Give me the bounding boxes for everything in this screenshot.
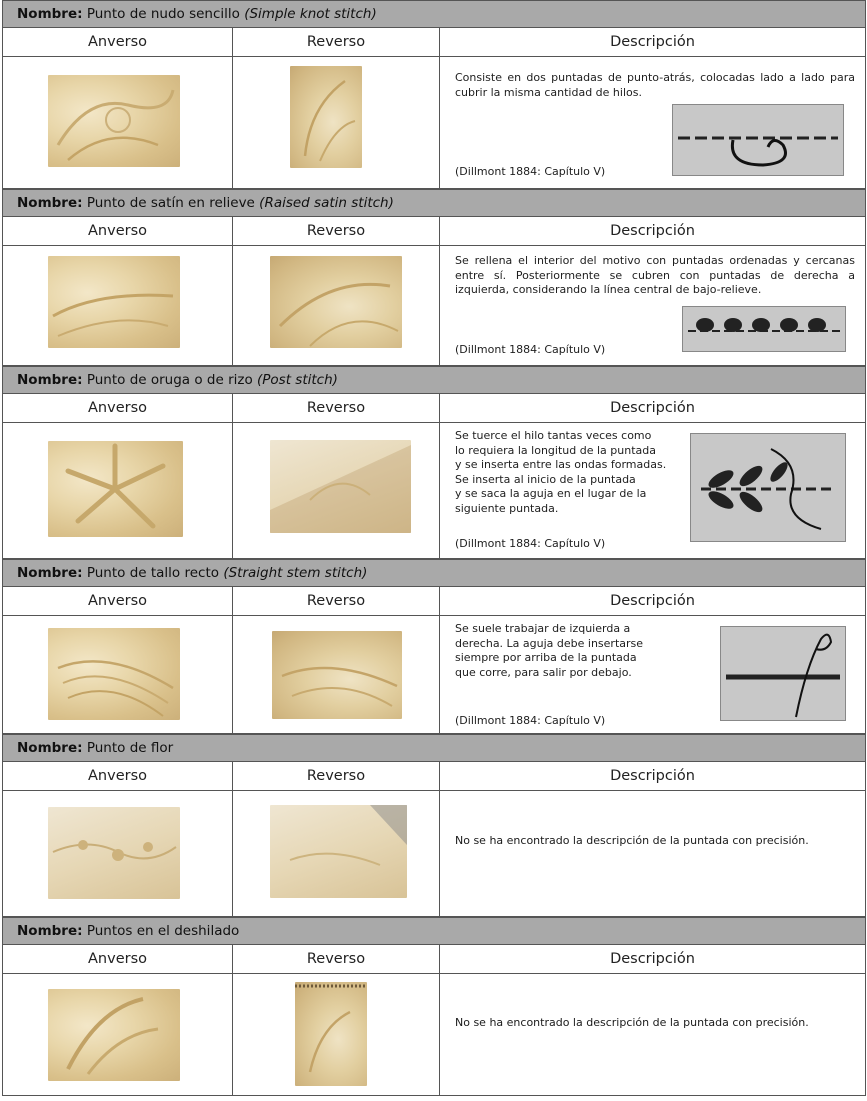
stitch-name: Punto de nudo sencillo: [86, 6, 240, 22]
stitch-name: Punto de satín en relieve: [86, 195, 255, 211]
content-row: [3, 616, 865, 734]
name-label: Nombre:: [17, 740, 83, 756]
back-embroidery-photo: [272, 631, 402, 719]
section-name-row: [3, 559, 865, 587]
section-post-stitch: [2, 366, 866, 559]
citation: (Dillmont 1884: Capítulo V): [455, 165, 606, 178]
column-header-row: [3, 945, 865, 974]
front-embroidery-photo: [48, 441, 183, 537]
column-header-row: [3, 587, 865, 616]
back-cell: [232, 246, 439, 365]
front-embroidery-photo: [48, 989, 180, 1081]
section-name-row: [3, 0, 865, 28]
name-label: Nombre:: [17, 565, 83, 581]
name-label: Nombre:: [17, 195, 83, 211]
stitch-catalog-table: [2, 0, 866, 1096]
header-description: Descripción: [439, 217, 865, 245]
stitch-english-name: (Post stitch): [257, 372, 338, 388]
back-embroidery-photo: [270, 805, 407, 898]
citation: (Dillmont 1884: Capítulo V): [455, 537, 606, 550]
back-cell: [232, 974, 439, 1095]
name-label: Nombre:: [17, 372, 83, 388]
description-line: siempre por arriba de la puntada: [455, 651, 637, 664]
description-line: y se saca la aguja en el lugar de la: [455, 487, 647, 500]
stitch-illustration: [682, 306, 846, 352]
header-back: Reverso: [232, 28, 439, 56]
description-line: siguiente puntada.: [455, 501, 559, 515]
front-embroidery-photo: [48, 807, 180, 899]
stitch-english-name: (Simple knot stitch): [244, 6, 377, 22]
back-embroidery-photo: [270, 256, 402, 348]
section-name-row: [3, 366, 865, 394]
name-label: Nombre:: [17, 6, 83, 22]
front-cell: [3, 57, 232, 188]
description-cell: [439, 616, 865, 733]
section-straight-stem: [2, 559, 866, 734]
column-header-row: [3, 394, 865, 423]
header-description: Descripción: [439, 28, 865, 56]
description-cell: [439, 974, 865, 1095]
back-cell: [232, 616, 439, 733]
section-name-row: [3, 189, 865, 217]
header-front: Anverso: [88, 400, 147, 416]
back-embroidery-photo: [270, 440, 411, 533]
stitch-illustration: [690, 433, 846, 542]
description-line: y se inserta entre las ondas formadas.: [455, 458, 667, 471]
description-text: Se rellena el interior del motivo con puntadas ordenadas y cercanas entre sí. Posteriormente se cubren con puntadas de derecha a izquierda, considerando la línea central de bajo-relieve.: [455, 254, 855, 296]
description-line: Se tuerce el hilo tantas veces como: [455, 429, 652, 442]
back-embroidery-photo: [295, 982, 367, 1086]
header-back: Reverso: [232, 945, 439, 973]
description-line: lo requiera la longitud de la puntada: [455, 443, 656, 457]
header-front: Anverso: [88, 951, 147, 967]
content-row: [3, 57, 865, 189]
content-row: [3, 791, 865, 917]
name-label: Nombre:: [17, 923, 83, 939]
column-header-row: [3, 217, 865, 246]
stitch-english-name: (Straight stem stitch): [223, 565, 368, 581]
description-line: Se inserta al inicio de la puntada: [455, 472, 636, 486]
front-cell: [3, 791, 232, 916]
description-line: derecha. La aguja debe insertarse: [455, 636, 644, 650]
header-front: Anverso: [88, 34, 147, 50]
stitch-name: Punto de tallo recto: [86, 565, 220, 581]
description-cell: [439, 57, 865, 188]
column-header-row: [3, 762, 865, 791]
description-line: que corre, para salir por debajo.: [455, 665, 632, 679]
section-raised-satin: [2, 189, 866, 366]
content-row: [3, 246, 865, 366]
front-embroidery-photo: [48, 628, 180, 720]
stitch-name: Punto de flor: [86, 740, 174, 756]
back-embroidery-photo: [290, 66, 362, 168]
section-name-row: [3, 917, 865, 945]
description-cell: [439, 246, 865, 365]
front-embroidery-photo: [48, 256, 180, 348]
description-text: No se ha encontrado la descripción de la puntada con precisión.: [455, 834, 809, 847]
header-front: Anverso: [88, 223, 147, 239]
citation: (Dillmont 1884: Capítulo V): [455, 343, 606, 356]
content-row: [3, 974, 865, 1096]
description-text: Consiste en dos puntadas de punto-atrás, colocadas lado a lado para cubrir la misma cantidad de hilos.: [455, 71, 855, 99]
description-text: No se ha encontrado la descripción de la puntada con precisión.: [455, 1016, 809, 1029]
front-cell: [3, 616, 232, 733]
back-cell: [232, 791, 439, 916]
front-embroidery-photo: [48, 75, 180, 167]
description-line: Se suele trabajar de izquierda a: [455, 622, 631, 635]
description-cell: [439, 791, 865, 916]
front-cell: [3, 423, 232, 558]
header-front: Anverso: [88, 768, 147, 784]
header-back: Reverso: [232, 587, 439, 615]
section-drawn-thread: [2, 917, 866, 1096]
stitch-illustration: [672, 104, 844, 176]
description-text: [455, 622, 643, 680]
back-cell: [232, 423, 439, 558]
front-cell: [3, 974, 232, 1095]
section-name-row: [3, 734, 865, 762]
description-cell: [439, 423, 865, 558]
section-simple-knot: [2, 0, 866, 189]
header-front: Anverso: [88, 593, 147, 609]
header-description: Descripción: [439, 587, 865, 615]
stitch-illustration: [720, 626, 846, 721]
back-cell: [232, 57, 439, 188]
header-description: Descripción: [439, 394, 865, 422]
front-cell: [3, 246, 232, 365]
stitch-name: Punto de oruga o de rizo: [86, 372, 253, 388]
citation: (Dillmont 1884: Capítulo V): [455, 714, 606, 727]
header-back: Reverso: [232, 217, 439, 245]
header-description: Descripción: [439, 762, 865, 790]
content-row: [3, 423, 865, 559]
header-description: Descripción: [439, 945, 865, 973]
header-back: Reverso: [232, 394, 439, 422]
column-header-row: [3, 28, 865, 57]
stitch-english-name: (Raised satin stitch): [259, 195, 394, 211]
section-flower-stitch: [2, 734, 866, 917]
stitch-name: Puntos en el deshilado: [86, 923, 240, 939]
header-back: Reverso: [232, 762, 439, 790]
description-text: [455, 429, 666, 516]
